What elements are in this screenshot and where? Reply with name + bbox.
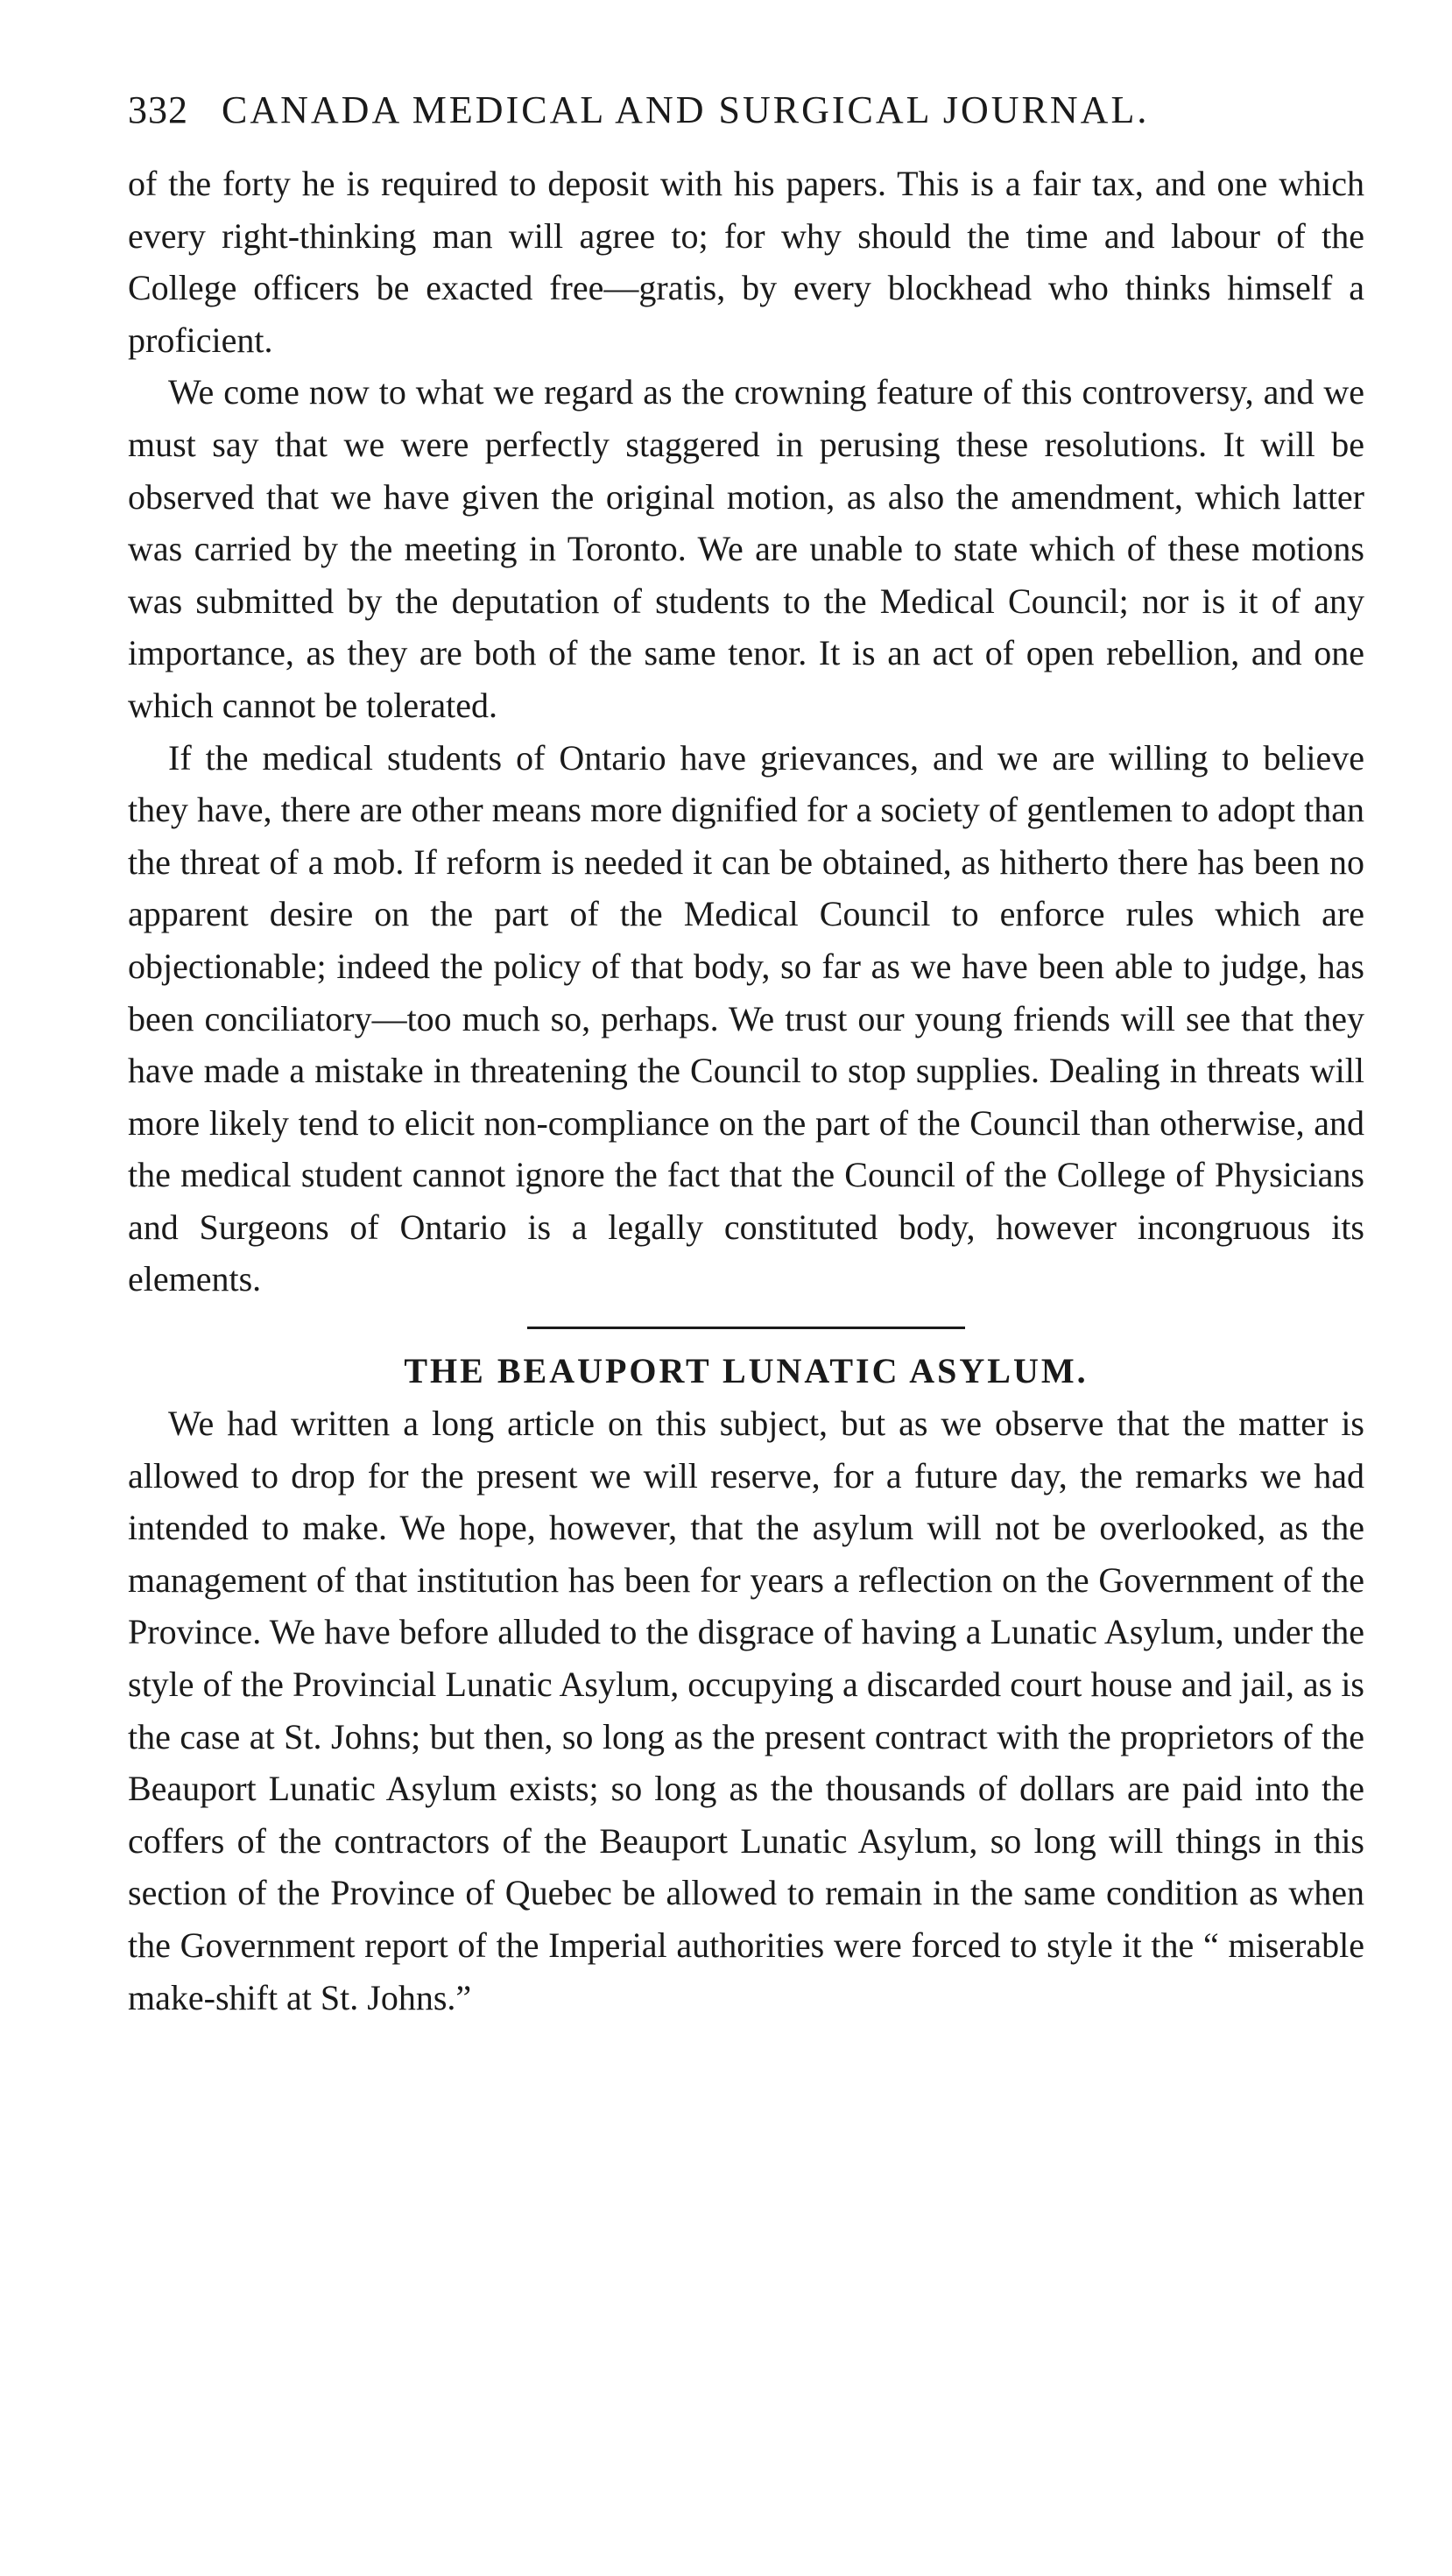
- journal-title: CANADA MEDICAL AND SURGICAL JOURNAL.: [222, 88, 1150, 131]
- paragraph-continuation: of the forty he is required to deposit with his papers. This is a fair tax, and one which every right-thinking man will agree to; for why should the time and labour of the College officers be exacted free—gratis, by every blockhead who thinks himself a proficient.: [128, 164, 1364, 360]
- paragraph-medical-students: If the medical students of Ontario have grievances, and we are willing to believe they have, there are other means more dignified for a society of gentlemen to adopt than the threat of a mob. If reform is needed it can be obtained, as hitherto there has been no apparent desire on the part of the Medical Council to enforce rules which are objectionable; indeed the policy of that body, so far as we have been able to judge, has been conciliatory—too much so, perhaps. We trust our young friends will see that they have made a mistake in threatening the Council to stop supplies. Dealing in threats will more likely tend to elicit non-compliance on the part of the Council than otherwise, and the medical student cannot ignore the fact that the Council of the College of Physicians and Surgeons of Ontario is a legally constituted body, however incongruous its elements.: [128, 737, 1364, 1299]
- paragraph-crowning-feature: We come now to what we regard as the crowning feature of this controversy, and we must say that we were perfectly staggered in perusing these resolutions. It will be observed that we have given the original motion, as also the amendment, which latter was carried by the meeting in Toronto. We are unable to state which of these motions was submitted by the deputation of students to the Medical Council; nor is it of any importance, as they are both of the same tenor. It is an act of open rebellion, and one which cannot be tolerated.: [128, 372, 1364, 725]
- paragraph-beauport-asylum: We had written a long article on this subject, but as we observe that the matter is allowed to drop for the present we will reserve, for a future day, the remarks we had intended to make. We hope, however, that the asylum will not be overlooked, as the management of that institution has been for years a reflection on the Government of the Province. We have before alluded to the disgrace of having a Lunatic Asylum, under the style of the Provincial Lunatic Asylum, occupying a discarded court house and jail, as is the case at St. Johns; but then, so long as the present contract with the proprietors of the Beauport Lunatic Asylum exists; so long as the thousands of dollars are paid into the coffers of the contractors of the Beauport Lunatic Asylum, so long will things in this section of the Province of Quebec be allowed to remain in the same condition as when the Government report of the Imperial authorities were forced to style it the “ miserable make-shift at St. Johns.”: [128, 1404, 1364, 2017]
- page-number: 332: [128, 88, 188, 131]
- section-heading: THE BEAUPORT LUNATIC ASYLUM.: [404, 1351, 1089, 1391]
- section-divider: [527, 1327, 965, 1329]
- journal-page: [128, 88, 1364, 2023]
- running-head: [128, 88, 1364, 158]
